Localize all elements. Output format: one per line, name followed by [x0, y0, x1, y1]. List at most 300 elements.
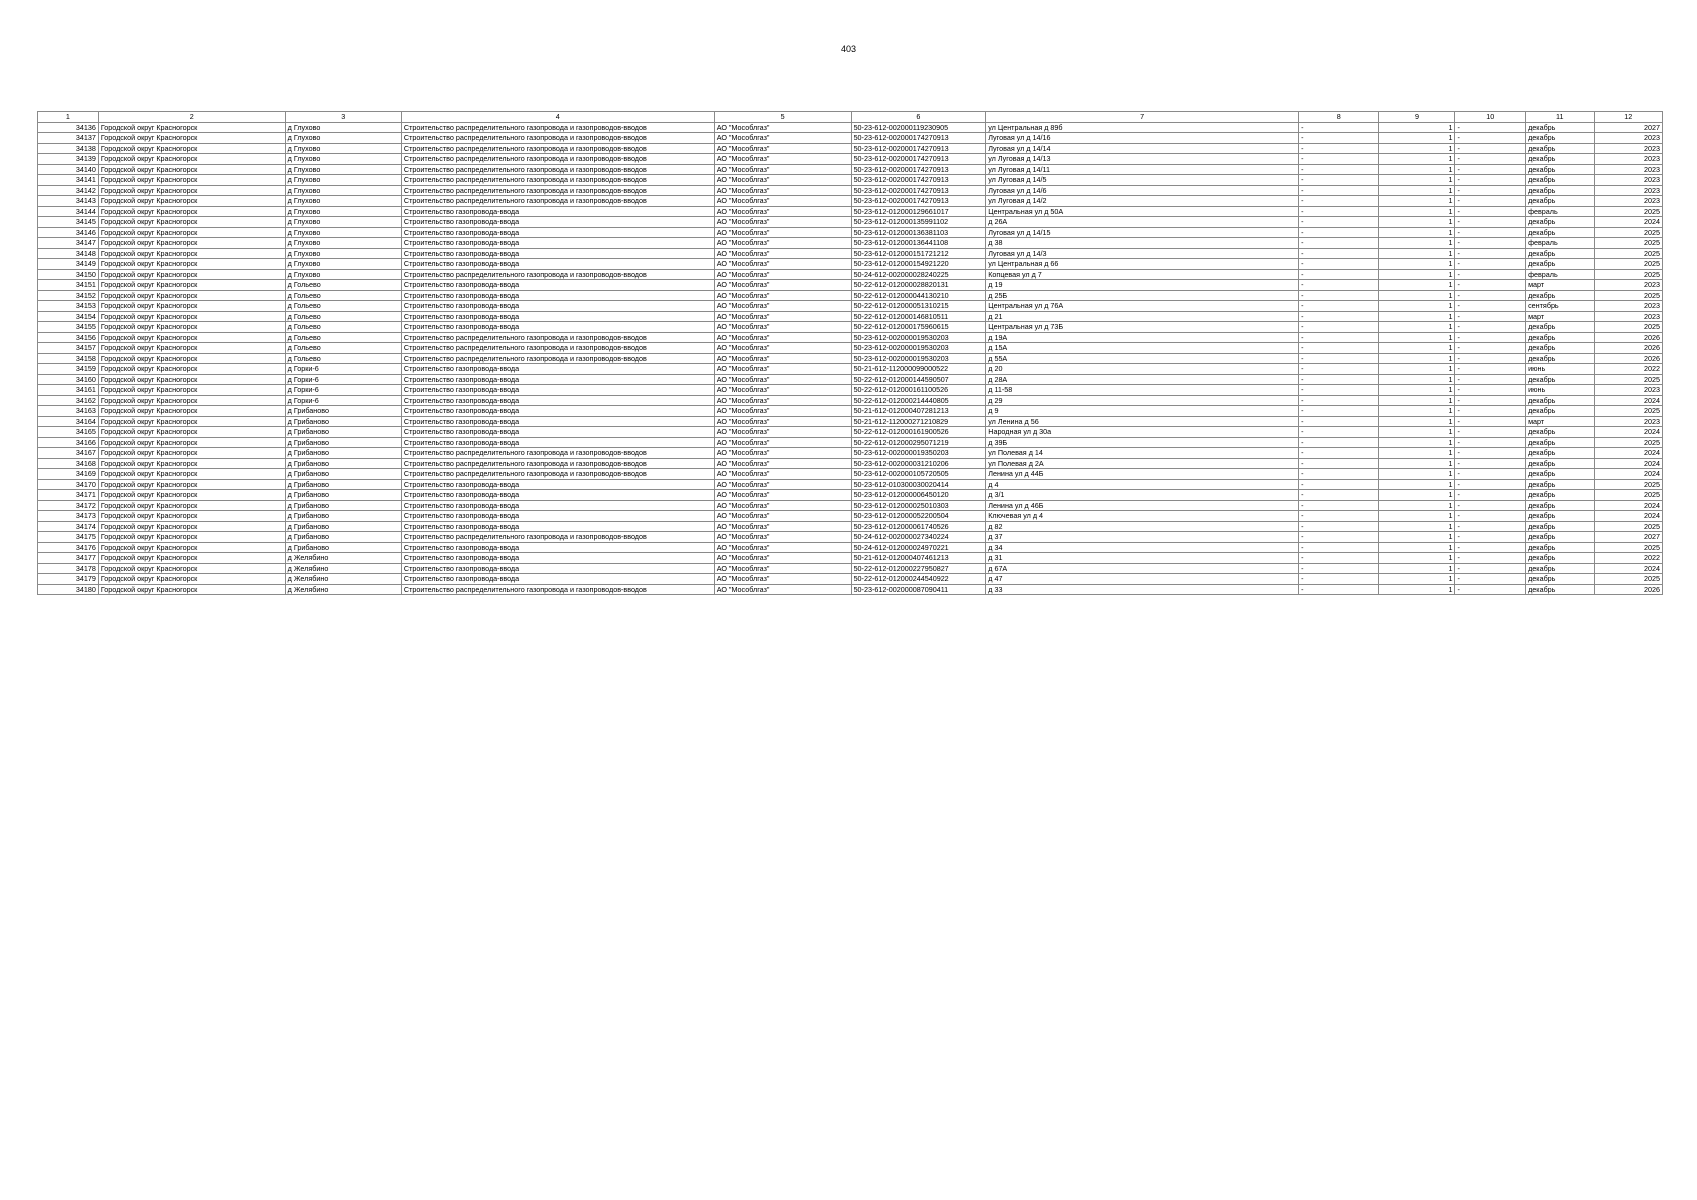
table-row [38, 343, 1663, 354]
month-cell: декабрь [1526, 490, 1594, 501]
registry-code-cell: 50-23-612-012000052200504 [851, 511, 986, 522]
column-header-3: 3 [285, 112, 401, 123]
registry-code-cell: 50-22-612-012000051310215 [851, 301, 986, 312]
month-cell: март [1526, 280, 1594, 291]
registry-code-cell: 50-23-612-012000135991102 [851, 217, 986, 228]
municipality-cell: Городской округ Красногорск [98, 584, 285, 595]
month-cell: декабрь [1526, 532, 1594, 543]
row-number-cell: 34177 [38, 553, 99, 564]
table-row [38, 574, 1663, 585]
month-cell: декабрь [1526, 185, 1594, 196]
col8-cell: - [1299, 521, 1379, 532]
row-number-cell: 34169 [38, 469, 99, 480]
count-cell: 1 [1379, 206, 1455, 217]
settlement-cell: д Глухово [285, 238, 401, 249]
settlement-cell: д Грибаново [285, 532, 401, 543]
organization-cell: АО "Мособлгаз" [714, 563, 851, 574]
address-cell: ул Луговая д 14/5 [986, 175, 1299, 186]
column-header-9: 9 [1379, 112, 1455, 123]
count-cell: 1 [1379, 427, 1455, 438]
registry-code-cell: 50-23-612-002000087090411 [851, 584, 986, 595]
address-cell: Луговая ул д 14/6 [986, 185, 1299, 196]
table-row [38, 311, 1663, 322]
count-cell: 1 [1379, 122, 1455, 133]
organization-cell: АО "Мособлгаз" [714, 164, 851, 175]
month-cell: декабрь [1526, 217, 1594, 228]
registry-code-cell: 50-22-612-012000144590507 [851, 374, 986, 385]
row-number-cell: 34140 [38, 164, 99, 175]
address-cell: ул Луговая д 14/11 [986, 164, 1299, 175]
year-cell: 2025 [1594, 206, 1663, 217]
settlement-cell: д Глухово [285, 122, 401, 133]
address-cell: д 55А [986, 353, 1299, 364]
column-header-8: 8 [1299, 112, 1379, 123]
organization-cell: АО "Мособлгаз" [714, 479, 851, 490]
work-type-cell: Строительство распределительного газопровода и газопроводов-вводов [401, 196, 714, 207]
table-row [38, 542, 1663, 553]
municipality-cell: Городской округ Красногорск [98, 458, 285, 469]
settlement-cell: д Глухово [285, 133, 401, 144]
count-cell: 1 [1379, 521, 1455, 532]
col8-cell: - [1299, 269, 1379, 280]
col10-cell: - [1455, 490, 1526, 501]
registry-code-cell: 50-23-612-002000174270913 [851, 133, 986, 144]
registry-code-cell: 50-22-612-012000028820131 [851, 280, 986, 291]
year-cell: 2025 [1594, 322, 1663, 333]
address-cell: д 21 [986, 311, 1299, 322]
col10-cell: - [1455, 448, 1526, 459]
organization-cell: АО "Мособлгаз" [714, 542, 851, 553]
address-cell: д 38 [986, 238, 1299, 249]
count-cell: 1 [1379, 343, 1455, 354]
month-cell: декабрь [1526, 290, 1594, 301]
col10-cell: - [1455, 227, 1526, 238]
col8-cell: - [1299, 563, 1379, 574]
row-number-cell: 34136 [38, 122, 99, 133]
address-cell: д 25Б [986, 290, 1299, 301]
work-type-cell: Строительство газопровода-ввода [401, 500, 714, 511]
count-cell: 1 [1379, 269, 1455, 280]
municipality-cell: Городской округ Красногорск [98, 322, 285, 333]
col10-cell: - [1455, 206, 1526, 217]
month-cell: декабрь [1526, 196, 1594, 207]
work-type-cell: Строительство газопровода-ввода [401, 553, 714, 564]
col10-cell: - [1455, 532, 1526, 543]
registry-code-cell: 50-23-612-002000174270913 [851, 185, 986, 196]
organization-cell: АО "Мособлгаз" [714, 500, 851, 511]
count-cell: 1 [1379, 490, 1455, 501]
organization-cell: АО "Мособлгаз" [714, 427, 851, 438]
table-row [38, 217, 1663, 228]
col10-cell: - [1455, 553, 1526, 564]
month-cell: декабрь [1526, 427, 1594, 438]
organization-cell: АО "Мособлгаз" [714, 290, 851, 301]
organization-cell: АО "Мособлгаз" [714, 122, 851, 133]
settlement-cell: д Глухово [285, 259, 401, 270]
col8-cell: - [1299, 259, 1379, 270]
month-cell: март [1526, 416, 1594, 427]
row-number-cell: 34137 [38, 133, 99, 144]
municipality-cell: Городской округ Красногорск [98, 542, 285, 553]
col8-cell: - [1299, 469, 1379, 480]
settlement-cell: д Глухово [285, 227, 401, 238]
municipality-cell: Городской округ Красногорск [98, 227, 285, 238]
registry-code-cell: 50-22-612-012000161100526 [851, 385, 986, 396]
col8-cell: - [1299, 532, 1379, 543]
settlement-cell: д Грибаново [285, 479, 401, 490]
year-cell: 2023 [1594, 175, 1663, 186]
month-cell: декабрь [1526, 122, 1594, 133]
row-number-cell: 34180 [38, 584, 99, 595]
municipality-cell: Городской округ Красногорск [98, 238, 285, 249]
address-cell: Ленина ул д 46Б [986, 500, 1299, 511]
count-cell: 1 [1379, 406, 1455, 417]
row-number-cell: 34146 [38, 227, 99, 238]
work-type-cell: Строительство газопровода-ввода [401, 217, 714, 228]
month-cell: декабрь [1526, 227, 1594, 238]
work-type-cell: Строительство распределительного газопровода и газопроводов-вводов [401, 154, 714, 165]
table-row [38, 448, 1663, 459]
settlement-cell: д Глухово [285, 248, 401, 259]
registry-code-cell: 50-23-612-002000174270913 [851, 154, 986, 165]
table-row [38, 196, 1663, 207]
row-number-cell: 34138 [38, 143, 99, 154]
row-number-cell: 34154 [38, 311, 99, 322]
address-cell: ул Центральная д 66 [986, 259, 1299, 270]
municipality-cell: Городской округ Красногорск [98, 311, 285, 322]
table-row [38, 322, 1663, 333]
work-type-cell: Строительство газопровода-ввода [401, 227, 714, 238]
work-type-cell: Строительство газопровода-ввода [401, 542, 714, 553]
settlement-cell: д Горки-6 [285, 364, 401, 375]
work-type-cell: Строительство распределительного газопровода и газопроводов-вводов [401, 175, 714, 186]
organization-cell: АО "Мособлгаз" [714, 238, 851, 249]
count-cell: 1 [1379, 133, 1455, 144]
address-cell: ул Полевая д 14 [986, 448, 1299, 459]
col10-cell: - [1455, 511, 1526, 522]
year-cell: 2023 [1594, 143, 1663, 154]
col8-cell: - [1299, 385, 1379, 396]
table-row [38, 164, 1663, 175]
municipality-cell: Городской округ Красногорск [98, 290, 285, 301]
table-row [38, 280, 1663, 291]
address-cell: д 29 [986, 395, 1299, 406]
col8-cell: - [1299, 479, 1379, 490]
work-type-cell: Строительство распределительного газопровода и газопроводов-вводов [401, 343, 714, 354]
work-type-cell: Строительство газопровода-ввода [401, 437, 714, 448]
col10-cell: - [1455, 479, 1526, 490]
settlement-cell: д Гольево [285, 332, 401, 343]
organization-cell: АО "Мособлгаз" [714, 269, 851, 280]
settlement-cell: д Горки-6 [285, 385, 401, 396]
settlement-cell: д Глухово [285, 217, 401, 228]
count-cell: 1 [1379, 532, 1455, 543]
table-row [38, 416, 1663, 427]
col8-cell: - [1299, 164, 1379, 175]
col8-cell: - [1299, 301, 1379, 312]
row-number-cell: 34159 [38, 364, 99, 375]
month-cell: февраль [1526, 206, 1594, 217]
col8-cell: - [1299, 238, 1379, 249]
organization-cell: АО "Мособлгаз" [714, 406, 851, 417]
row-number-cell: 34166 [38, 437, 99, 448]
page-number: 403 [840, 44, 857, 54]
month-cell: декабрь [1526, 521, 1594, 532]
col10-cell: - [1455, 353, 1526, 364]
month-cell: декабрь [1526, 511, 1594, 522]
municipality-cell: Городской округ Красногорск [98, 185, 285, 196]
year-cell: 2025 [1594, 227, 1663, 238]
col10-cell: - [1455, 364, 1526, 375]
address-cell: Копцевая ул д 7 [986, 269, 1299, 280]
table-row [38, 511, 1663, 522]
organization-cell: АО "Мособлгаз" [714, 175, 851, 186]
count-cell: 1 [1379, 185, 1455, 196]
count-cell: 1 [1379, 259, 1455, 270]
municipality-cell: Городской округ Красногорск [98, 427, 285, 438]
year-cell: 2025 [1594, 574, 1663, 585]
registry-code-cell: 50-23-612-002000174270913 [851, 175, 986, 186]
col8-cell: - [1299, 343, 1379, 354]
registry-code-cell: 50-23-612-002000174270913 [851, 196, 986, 207]
count-cell: 1 [1379, 437, 1455, 448]
registry-code-cell: 50-23-612-012000061740526 [851, 521, 986, 532]
year-cell: 2024 [1594, 458, 1663, 469]
settlement-cell: д Гольево [285, 311, 401, 322]
year-cell: 2025 [1594, 269, 1663, 280]
organization-cell: АО "Мособлгаз" [714, 143, 851, 154]
col8-cell: - [1299, 458, 1379, 469]
row-number-cell: 34160 [38, 374, 99, 385]
municipality-cell: Городской округ Красногорск [98, 269, 285, 280]
address-cell: д 67А [986, 563, 1299, 574]
settlement-cell: д Грибаново [285, 500, 401, 511]
year-cell: 2024 [1594, 511, 1663, 522]
row-number-cell: 34161 [38, 385, 99, 396]
month-cell: декабрь [1526, 343, 1594, 354]
registry-code-cell: 50-23-612-002000031210206 [851, 458, 986, 469]
month-cell: декабрь [1526, 542, 1594, 553]
organization-cell: АО "Мособлгаз" [714, 511, 851, 522]
col8-cell: - [1299, 406, 1379, 417]
row-number-cell: 34150 [38, 269, 99, 280]
municipality-cell: Городской округ Красногорск [98, 259, 285, 270]
registry-code-cell: 50-23-612-012000151721212 [851, 248, 986, 259]
work-type-cell: Строительство газопровода-ввода [401, 364, 714, 375]
work-type-cell: Строительство распределительного газопровода и газопроводов-вводов [401, 448, 714, 459]
month-cell: декабрь [1526, 469, 1594, 480]
table-body [38, 122, 1663, 595]
registry-code-cell: 50-22-612-012000214440805 [851, 395, 986, 406]
settlement-cell: д Глухово [285, 154, 401, 165]
address-cell: д 82 [986, 521, 1299, 532]
address-cell: д 19А [986, 332, 1299, 343]
municipality-cell: Городской округ Красногорск [98, 343, 285, 354]
year-cell: 2024 [1594, 217, 1663, 228]
row-number-cell: 34149 [38, 259, 99, 270]
month-cell: декабрь [1526, 353, 1594, 364]
table-row [38, 175, 1663, 186]
municipality-cell: Городской округ Красногорск [98, 206, 285, 217]
organization-cell: АО "Мособлгаз" [714, 448, 851, 459]
work-type-cell: Строительство газопровода-ввода [401, 248, 714, 259]
month-cell: декабрь [1526, 563, 1594, 574]
settlement-cell: д Грибаново [285, 542, 401, 553]
table-row [38, 490, 1663, 501]
settlement-cell: д Грибаново [285, 437, 401, 448]
col10-cell: - [1455, 332, 1526, 343]
organization-cell: АО "Мособлгаз" [714, 385, 851, 396]
row-number-cell: 34158 [38, 353, 99, 364]
work-type-cell: Строительство газопровода-ввода [401, 416, 714, 427]
col10-cell: - [1455, 406, 1526, 417]
data-table [37, 111, 1663, 595]
municipality-cell: Городской округ Красногорск [98, 248, 285, 259]
municipality-cell: Городской округ Красногорск [98, 521, 285, 532]
organization-cell: АО "Мособлгаз" [714, 469, 851, 480]
settlement-cell: д Глухово [285, 206, 401, 217]
settlement-cell: д Гольево [285, 290, 401, 301]
address-cell: Луговая ул д 14/15 [986, 227, 1299, 238]
settlement-cell: д Гольево [285, 353, 401, 364]
organization-cell: АО "Мособлгаз" [714, 343, 851, 354]
count-cell: 1 [1379, 280, 1455, 291]
col10-cell: - [1455, 374, 1526, 385]
work-type-cell: Строительство газопровода-ввода [401, 259, 714, 270]
address-cell: д 19 [986, 280, 1299, 291]
col8-cell: - [1299, 574, 1379, 585]
work-type-cell: Строительство распределительного газопровода и газопроводов-вводов [401, 458, 714, 469]
municipality-cell: Городской округ Красногорск [98, 217, 285, 228]
col8-cell: - [1299, 185, 1379, 196]
registry-code-cell: 50-23-612-002000174270913 [851, 164, 986, 175]
table-row [38, 521, 1663, 532]
col8-cell: - [1299, 133, 1379, 144]
table-row [38, 185, 1663, 196]
settlement-cell: д Желябино [285, 574, 401, 585]
year-cell: 2027 [1594, 532, 1663, 543]
address-cell: Луговая ул д 14/14 [986, 143, 1299, 154]
year-cell: 2025 [1594, 479, 1663, 490]
registry-code-cell: 50-24-612-012000024970221 [851, 542, 986, 553]
registry-code-cell: 50-23-612-002000174270913 [851, 143, 986, 154]
address-cell: д 31 [986, 553, 1299, 564]
address-cell: Центральная ул д 76А [986, 301, 1299, 312]
settlement-cell: д Горки-6 [285, 395, 401, 406]
year-cell: 2025 [1594, 437, 1663, 448]
month-cell: декабрь [1526, 332, 1594, 343]
month-cell: декабрь [1526, 479, 1594, 490]
row-number-cell: 34152 [38, 290, 99, 301]
address-cell: д 11-58 [986, 385, 1299, 396]
row-number-cell: 34163 [38, 406, 99, 417]
col8-cell: - [1299, 553, 1379, 564]
municipality-cell: Городской округ Красногорск [98, 332, 285, 343]
work-type-cell: Строительство газопровода-ввода [401, 511, 714, 522]
municipality-cell: Городской округ Красногорск [98, 553, 285, 564]
count-cell: 1 [1379, 332, 1455, 343]
month-cell: февраль [1526, 269, 1594, 280]
col10-cell: - [1455, 175, 1526, 186]
col10-cell: - [1455, 458, 1526, 469]
col8-cell: - [1299, 353, 1379, 364]
organization-cell: АО "Мособлгаз" [714, 322, 851, 333]
registry-code-cell: 50-22-612-012000161900526 [851, 427, 986, 438]
count-cell: 1 [1379, 500, 1455, 511]
work-type-cell: Строительство распределительного газопровода и газопроводов-вводов [401, 122, 714, 133]
registry-code-cell: 50-22-612-012000044130210 [851, 290, 986, 301]
municipality-cell: Городской округ Красногорск [98, 143, 285, 154]
year-cell: 2025 [1594, 259, 1663, 270]
col8-cell: - [1299, 196, 1379, 207]
work-type-cell: Строительство газопровода-ввода [401, 206, 714, 217]
address-cell: ул Луговая д 14/2 [986, 196, 1299, 207]
year-cell: 2024 [1594, 563, 1663, 574]
year-cell: 2025 [1594, 238, 1663, 249]
organization-cell: АО "Мособлгаз" [714, 437, 851, 448]
organization-cell: АО "Мособлгаз" [714, 521, 851, 532]
table-row [38, 143, 1663, 154]
registry-code-cell: 50-23-612-012000136381103 [851, 227, 986, 238]
settlement-cell: д Гольево [285, 343, 401, 354]
work-type-cell: Строительство распределительного газопровода и газопроводов-вводов [401, 469, 714, 480]
organization-cell: АО "Мособлгаз" [714, 490, 851, 501]
table-row [38, 301, 1663, 312]
table-row [38, 395, 1663, 406]
address-cell: ул Полевая д 2А [986, 458, 1299, 469]
municipality-cell: Городской округ Красногорск [98, 364, 285, 375]
year-cell: 2023 [1594, 164, 1663, 175]
col10-cell: - [1455, 248, 1526, 259]
count-cell: 1 [1379, 353, 1455, 364]
col8-cell: - [1299, 490, 1379, 501]
table-row [38, 427, 1663, 438]
col8-cell: - [1299, 280, 1379, 291]
work-type-cell: Строительство распределительного газопровода и газопроводов-вводов [401, 532, 714, 543]
registry-code-cell: 50-23-612-012000154921220 [851, 259, 986, 270]
column-header-1: 1 [38, 112, 99, 123]
settlement-cell: д Грибаново [285, 416, 401, 427]
month-cell: декабрь [1526, 259, 1594, 270]
registry-code-cell: 50-23-612-002000019350203 [851, 448, 986, 459]
address-cell: Луговая ул д 14/3 [986, 248, 1299, 259]
month-cell: декабрь [1526, 395, 1594, 406]
year-cell: 2024 [1594, 427, 1663, 438]
col10-cell: - [1455, 196, 1526, 207]
address-cell: д 47 [986, 574, 1299, 585]
col8-cell: - [1299, 154, 1379, 165]
column-header-5: 5 [714, 112, 851, 123]
settlement-cell: д Желябино [285, 563, 401, 574]
work-type-cell: Строительство распределительного газопровода и газопроводов-вводов [401, 133, 714, 144]
year-cell: 2023 [1594, 385, 1663, 396]
row-number-cell: 34170 [38, 479, 99, 490]
count-cell: 1 [1379, 175, 1455, 186]
table-row [38, 479, 1663, 490]
municipality-cell: Городской округ Красногорск [98, 280, 285, 291]
municipality-cell: Городской округ Красногорск [98, 563, 285, 574]
col8-cell: - [1299, 364, 1379, 375]
month-cell: декабрь [1526, 553, 1594, 564]
row-number-cell: 34175 [38, 532, 99, 543]
col10-cell: - [1455, 290, 1526, 301]
count-cell: 1 [1379, 563, 1455, 574]
settlement-cell: д Глухово [285, 196, 401, 207]
settlement-cell: д Глухово [285, 175, 401, 186]
col8-cell: - [1299, 416, 1379, 427]
organization-cell: АО "Мособлгаз" [714, 206, 851, 217]
col10-cell: - [1455, 416, 1526, 427]
